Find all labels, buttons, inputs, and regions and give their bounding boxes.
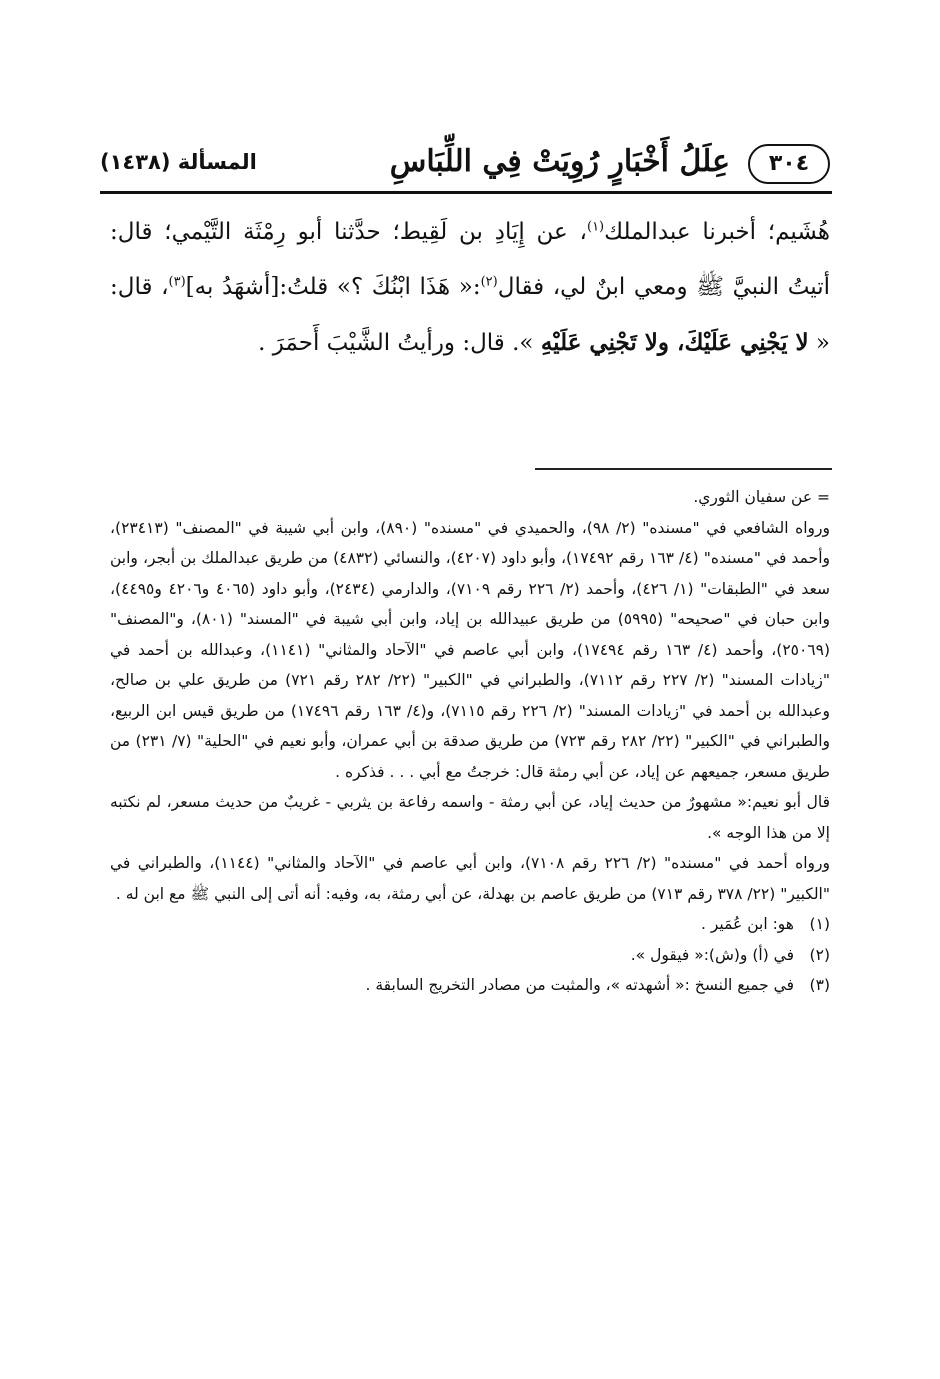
footnote-ref-2: (٢)	[480, 274, 498, 290]
page-number: ٣٠٤	[748, 144, 830, 184]
footnote-number: (٢)	[809, 945, 830, 964]
footnote-divider	[535, 468, 832, 470]
footnote-paragraph-2: قال أبو نعيم:« مشهورٌ من حديث إياد، عن أبي رمثة - واسمه رفاعة بن يثربي - غريبٌ من حديث مسعر، لم نكتبه إلا من هذا الوجه ».	[110, 793, 830, 842]
footnote-number: (٣)	[809, 976, 830, 994]
footnote-ref-1: (١)	[586, 219, 605, 235]
footnote-ref-3: (٣)	[168, 274, 186, 290]
footnote-text: في جميع النسخ :« أشهدته »، والمثبت من مصادر التخريج السابقة .	[365, 976, 794, 994]
header-divider	[100, 191, 832, 194]
footnote-paragraph-1: ورواه الشافعي في "مسنده" (٢/ ٩٨)، والحميدي في "مسنده" (٨٩٠)، وابن أبي شيبة في "المصنف" (٢٣٤١٣)، وأحمد في "مسنده" (٤/ ١٦٣ رقم ١٧٤٩٢)، وأبو داود (٤٢٠٧)، والنسائي (٤٨٣٢) من طريق عبدالملك بن أبجر، وابن سعد في "الطبقات" (١/ ٤٢٦)، وأحمد (٢/ ٢٢٦ رقم ٧١٠٩)، والدارمي (٢٤٣٤)، وأبو داود (٤٠٦٥ و٤٢٠٦ و٤٤٩٥)، وابن حبان في "صحيحه" (٥٩٩٥) من طريق عبيدالله بن إياد، وابن أبي شيبة في "المسند" (٨٠١)، و"المصنف" (٢٥٠٦٩)، وأحمد (٤/ ١٦٣ رقم ١٧٤٩٤)، وابن أبي عاصم في "الآحاد والمثاني" (١١٤١)، وعبدالله بن أحمد في "زيادات المسند" (٢/ ٢٢٧ رقم ٧١١٢)، والطبراني في "الكبير" (٢٢/ ٢٨٢ رقم ٧٢١) من طريق علي بن صالح، وعبدالله بن أحمد في "زيادات المسند" (٢/ ٢٢٦ رقم ٧١١٥)، و(٤/ ١٦٣ رقم ١٧٤٩٦) من طريق قيس ابن الربيع، والطبراني في "الكبير" (٢٢/ ٢٨٢ رقم ٧٢٣) من طريق صدقة بن أبي عمران، وأبو نعيم في "الحلية" (٧/ ٢٣١) من طريق مسعر، جميعهم عن إياد، عن أبي رمثة قال: خرجتُ مع أبي . . . فذكره .	[110, 518, 831, 781]
footnote-text: في (أ) و(ش):« فيقول ».	[630, 945, 794, 964]
footnotes	[110, 482, 830, 1001]
footnote-text: هو: ابن عُمَير .	[701, 915, 794, 933]
book-title: عِلَلُ أَخْبَارٍ رُوِيَتْ فِي اللِّبَاسِ	[389, 144, 730, 179]
main-text-part-3: :« هَذَا ابْنُكَ ؟» قلتُ:[أشهَدُ به]	[185, 274, 481, 300]
main-text-part-1: هُشَيم؛ أخبرنا عبدالملك	[604, 219, 830, 245]
footnote-continuation: = عن سفيان الثوري.	[693, 488, 830, 506]
issue-label: المسألة (١٤٣٨)	[100, 150, 257, 174]
main-text-part-2: ، عن إِيَادِ بن لَقِيط؛ حدَّثنا أبو رِمْثَة التَّيْمي؛ قال: أتيتُ النبيَّ ﷺ ومعي ابنٌ لي، فقال	[110, 219, 831, 300]
hadith-text: لا يَجْنِي عَلَيْكَ، ولا تَجْنِي عَلَيْهِ	[540, 329, 809, 356]
footnote-number: (١)	[809, 915, 830, 933]
footnote-paragraph-3: ورواه أحمد في "مسنده" (٢/ ٢٢٦ رقم ٧١٠٨)، وابن أبي عاصم في "الآحاد والمثاني" (١١٤٤)، والطبراني في "الكبير" (٢٢/ ٣٧٨ رقم ٧١٣) من طريق عاصم بن بهدلة، عن أبي رمثة، به، وفيه: أنه أتى إلى النبي ﷺ مع ابن له .	[110, 854, 830, 903]
main-text-part-5: ». قال: ورأيتُ الشَّيْبَ أَحمَرَ .	[258, 330, 541, 356]
footnote-3	[110, 970, 830, 1001]
main-text-part-4: ، قال: «	[110, 274, 830, 356]
footnote-1	[110, 909, 830, 940]
page-header	[100, 138, 830, 194]
main-text	[110, 205, 830, 371]
main-paragraph	[110, 205, 830, 371]
footnote-2	[110, 940, 830, 971]
